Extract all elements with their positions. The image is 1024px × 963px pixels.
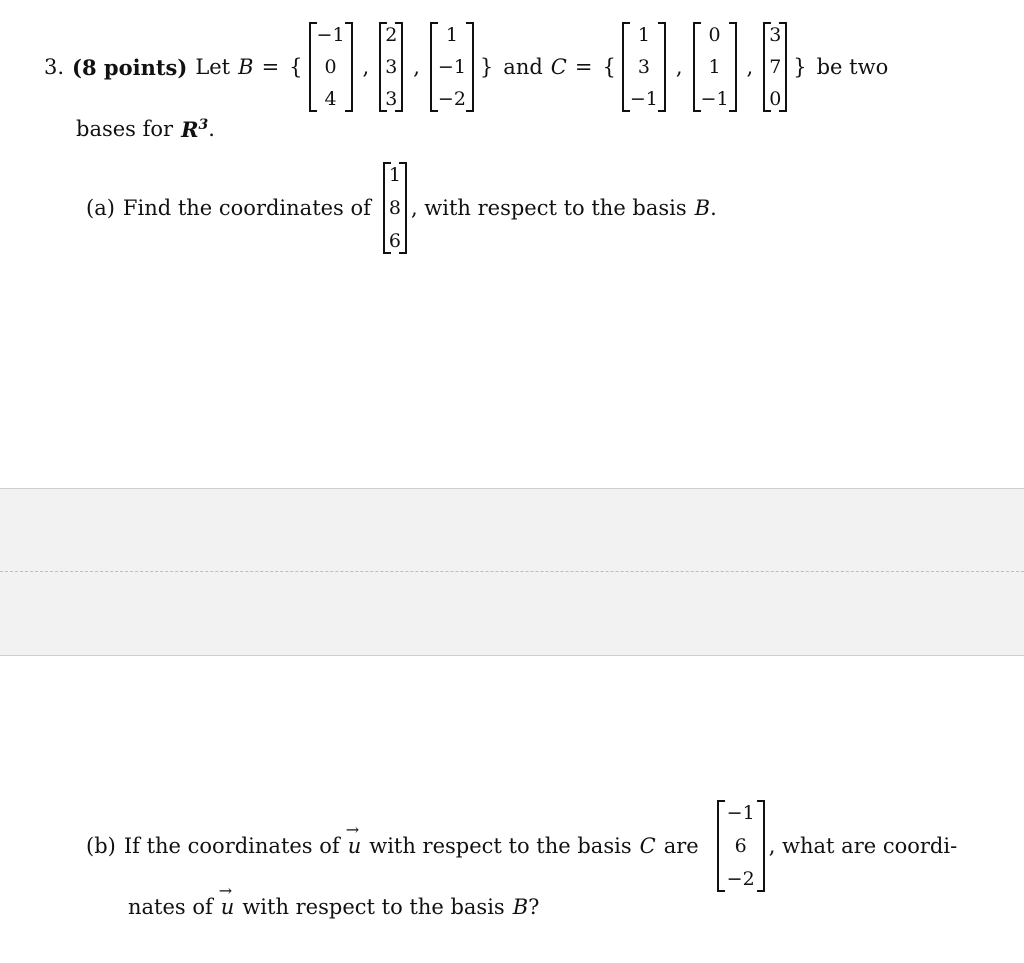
part-b-text-3: , what are coordi- [768, 834, 958, 858]
vector-entry: 0 [708, 24, 721, 46]
part-a-vector [383, 162, 407, 254]
answer-band[interactable] [0, 488, 1024, 656]
separator-comma: , [675, 55, 683, 79]
be-two-text: be two [816, 55, 889, 79]
basis-b-vector-1 [309, 22, 353, 112]
vector-entry: 6 [388, 230, 401, 252]
basis-c-vector-2 [693, 22, 737, 112]
close-brace-b: } [479, 55, 494, 79]
basis-c-vector-3 [763, 22, 787, 112]
part-b-basis-c: C [639, 834, 656, 858]
part-b-text-4: nates of [128, 895, 213, 919]
part-a-basis-symbol: B [694, 196, 711, 220]
vector-entry: −1 [700, 88, 729, 110]
u-letter: u [347, 834, 362, 858]
vector-entry: 1 [388, 164, 401, 186]
vector-entry: 8 [388, 197, 401, 219]
basis-c-vector-1 [622, 22, 666, 112]
vector-entry: 1 [708, 56, 721, 78]
problem-statement-line-2 [76, 114, 215, 144]
separator-comma: , [362, 55, 370, 79]
separator-comma: , [746, 55, 754, 79]
basis-b-vector-2 [379, 22, 403, 112]
vector-entry: −2 [726, 868, 755, 890]
vector-entry: 4 [324, 88, 337, 110]
vector-entry: 2 [385, 24, 398, 46]
let-text: Let [195, 55, 231, 79]
part-b-basis-b: B [512, 895, 529, 919]
vector-entry: 0 [769, 88, 782, 110]
part-a-label: (a) [86, 196, 115, 220]
vector-entry: 3 [385, 88, 398, 110]
problem-number: 3. [44, 55, 65, 79]
part-a-text-after: , with respect to the basis [410, 196, 687, 220]
part-b-vector [717, 800, 765, 892]
u-vector-symbol [218, 881, 235, 919]
open-brace-c: { [602, 55, 616, 79]
problem-points: (8 points) [72, 54, 188, 80]
u-letter: u [220, 895, 235, 919]
basis-b-vector-3 [430, 22, 474, 112]
part-a-end: . [710, 196, 717, 220]
vector-entry: 0 [324, 56, 337, 78]
vector-arrow-icon: → [218, 881, 233, 900]
equals-sign: = [261, 55, 280, 79]
part-b-text-5: with respect to the basis [242, 895, 505, 919]
vector-entry: −2 [437, 88, 466, 110]
open-brace-b: { [289, 55, 303, 79]
basis-c-symbol: C [550, 55, 567, 79]
vector-arrow-icon: → [345, 820, 360, 839]
period: . [208, 117, 215, 141]
part-a-text-before: Find the coordinates of [122, 196, 371, 220]
vector-entry: 6 [734, 835, 747, 857]
part-b-label: (b) [86, 834, 116, 858]
vector-entry: −1 [726, 802, 755, 824]
vector-entry: 7 [769, 56, 782, 78]
r3-exponent: 3 [198, 116, 209, 133]
dashed-divider [0, 571, 1024, 572]
r3-symbol [181, 117, 208, 142]
part-b-line-2 [128, 881, 540, 922]
separator-comma: , [413, 55, 420, 79]
vector-entry: 1 [637, 24, 650, 46]
basis-b-symbol: B [238, 55, 254, 79]
vector-entry: 1 [445, 24, 458, 46]
part-a [86, 162, 717, 254]
bases-for-text: bases for [76, 117, 174, 141]
r3-base: R [181, 116, 199, 142]
equals-sign: = [574, 55, 593, 79]
and-text: and [503, 55, 543, 79]
part-b-text-1: If the coordinates of [123, 834, 340, 858]
u-vector-symbol [345, 820, 362, 858]
close-brace-c: } [793, 55, 807, 79]
vector-entry: −1 [316, 24, 345, 46]
vector-entry: −1 [629, 88, 658, 110]
part-b-line-1 [86, 800, 957, 892]
vector-entry: 3 [637, 56, 650, 78]
part-b-text-2: with respect to the basis [369, 834, 632, 858]
part-b-end: ? [528, 895, 540, 919]
problem-statement-line-1 [44, 18, 888, 116]
part-b-are: are [663, 834, 699, 858]
vector-entry: −1 [437, 56, 466, 78]
vector-entry: 3 [385, 56, 398, 78]
vector-entry: 3 [769, 24, 782, 46]
